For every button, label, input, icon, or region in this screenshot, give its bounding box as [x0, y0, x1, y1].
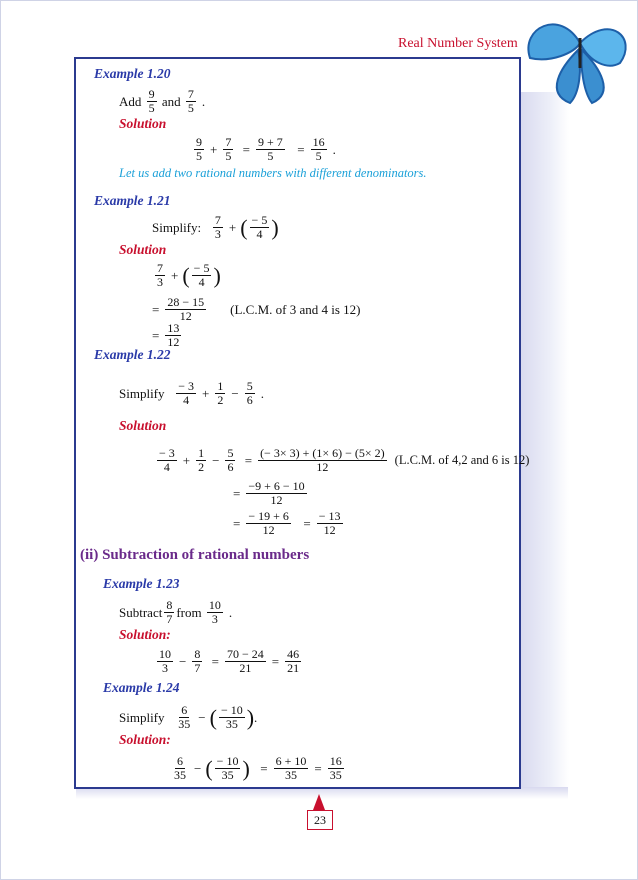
chapter-title: Real Number System: [398, 36, 518, 51]
example-1-24-step: $\frac{6}{35}$ − ( $\frac{- 10}{35}$ ) = $\frac{6 + 10}{35}$ = $\frac{16}{35}$: [174, 754, 342, 782]
example-1-22-heading: Example 1.22: [94, 347, 171, 362]
example-1-20-question: Add $\frac{9}{5}$ and $\frac{7}{5}$ .: [119, 87, 206, 115]
side-shadow: [519, 92, 569, 792]
example-1-23-question: Subtract $\frac{8}{7}$ from $\frac{10}{3}$ .: [119, 598, 233, 626]
solution-label: Solution: [119, 116, 167, 131]
example-1-22-step3: = $\frac{- 19 + 6}{12}$ = $\frac{- 13}{12}$: [233, 509, 341, 537]
example-1-23-step: $\frac{10}{3}$ − $\frac{8}{7}$ = $\frac{70 - 24}{21}$ = $\frac{46}{21}$: [159, 647, 300, 675]
example-1-24-question: Simplify $\frac{6}{35}$ − ( $\frac{- 10}{35}$ ) .: [119, 703, 258, 731]
add-word: Add: [119, 93, 142, 109]
solution-label: Solution: [119, 242, 167, 257]
example-1-20-heading: Example 1.20: [94, 66, 171, 81]
solution-label: Solution:: [119, 732, 171, 747]
fraction: $\frac{9}{5}$: [148, 87, 155, 115]
example-1-21-step3: = $\frac{13}{12}$: [152, 321, 180, 349]
example-1-24-heading: Example 1.24: [103, 680, 180, 695]
lcm-note: (L.C.M. of 4,2 and 6 is 12): [394, 453, 530, 467]
fraction: $\frac{7}{5}$: [187, 87, 194, 115]
example-1-21-heading: Example 1.21: [94, 193, 171, 208]
example-1-22-question: Simplify $\frac{- 3}{4}$ + $\frac{1}{2}$ − $\frac{5}{6}$ .: [119, 379, 264, 407]
pin-marker: [313, 794, 325, 810]
example-1-22-step2: = $\frac{-9 + 6 - 10}{12}$: [233, 479, 305, 507]
example-1-21-step2: = $\frac{28 - 15}{12}$ (L.C.M. of 3 and 4 is 12): [152, 295, 361, 323]
solution-label: Solution:: [119, 627, 171, 642]
section-heading: (ii) Subtraction of rational numbers: [80, 547, 310, 563]
example-1-20-solution: $\frac{9}{5}$ + $\frac{7}{5}$ = $\frac{9 + 7}{5}$ = $\frac{16}{5}$ .: [196, 135, 336, 163]
page-number: 23: [307, 810, 333, 830]
note-text: Let us add two rational numbers with different denominators.: [119, 166, 427, 180]
and-word: and: [161, 93, 181, 109]
lcm-note: (L.C.M. of 3 and 4 is 12): [230, 301, 361, 317]
example-1-21-step1: $\frac{7}{3}$ + ( $\frac{- 5}{4}$ ): [157, 261, 221, 289]
example-1-21-question: Simplify: $\frac{7}{3}$ + ( $\frac{- 5}{4}$ ): [152, 213, 279, 241]
example-1-23-heading: Example 1.23: [103, 576, 180, 591]
butterfly-icon: [520, 8, 635, 118]
example-1-22-step1: $\frac{- 3}{4}$ + $\frac{1}{2}$ − $\frac{5}{6}$ = $\frac{(- 3\times 3) + (1\times 6) - (5\times 2)}{12}$ (L.C.M. of 4,2 and 6 is 12): [159, 446, 530, 474]
solution-label: Solution: [119, 418, 167, 433]
